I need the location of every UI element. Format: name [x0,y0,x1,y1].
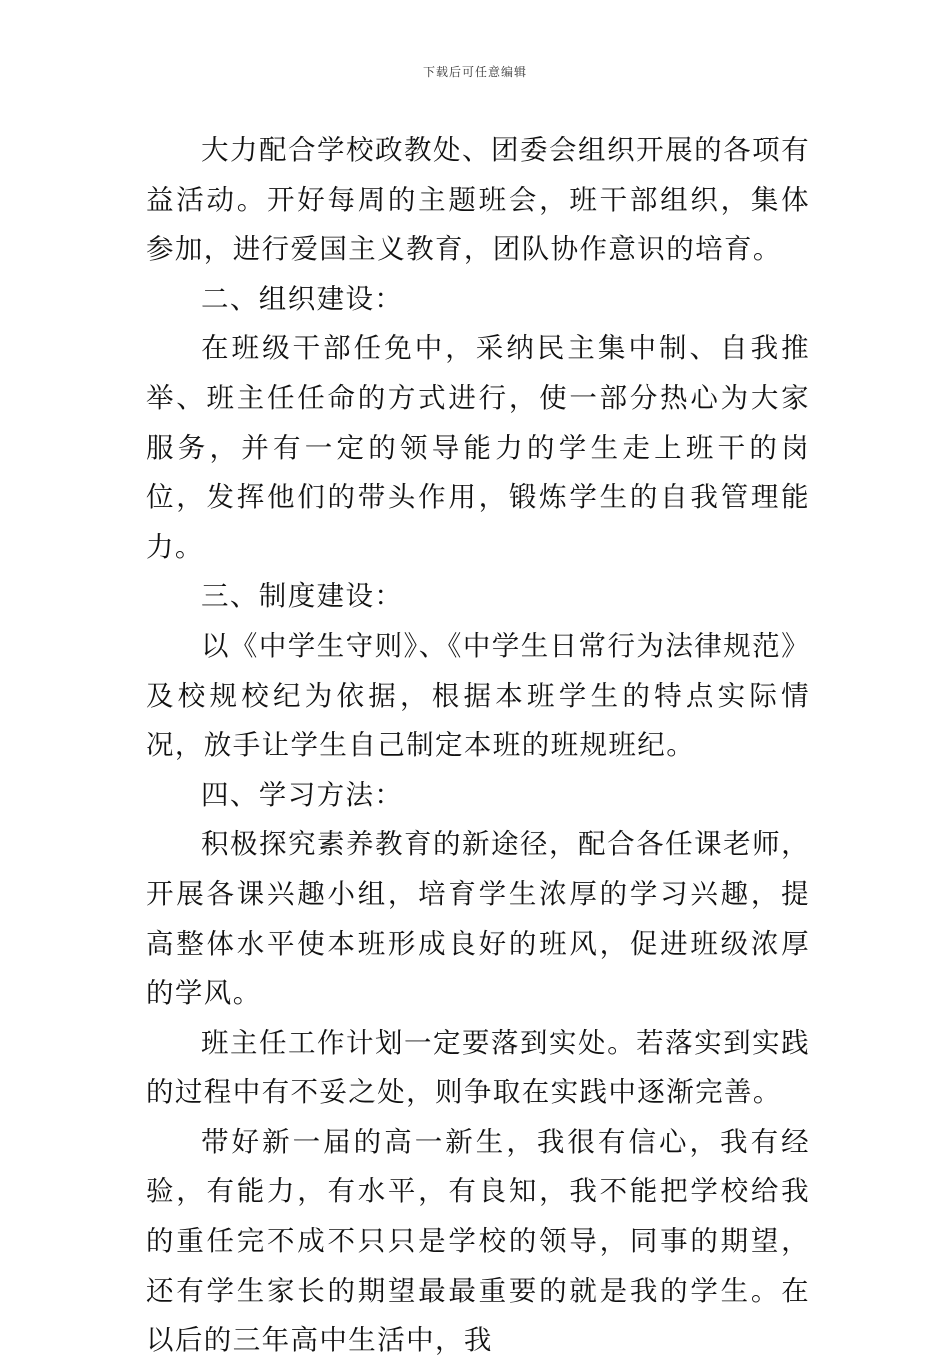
page-header: 下载后可任意编辑 [422,65,527,79]
paragraph-study-method: 积极探究素养教育的新途径，配合各任课老师，开展各课兴趣小组，培育学生浓厚的学习兴趣，提高整体水平使本班形成良好的班风，促进班级浓厚的学风。 [146,828,810,1010]
paragraph-organization: 在班级干部任免中，采纳民主集中制、自我推举、班主任任命的方式进行，使一部分热心为大家服务，并有一定的领导能力的学生走上班干的岗位，发挥他们的带头作用，锻炼学生的自我管理能力。 [146,332,810,563]
section-heading-organization: 二、组织建设： [201,282,404,315]
document-body [146,126,810,1366]
section-heading-system: 三、制度建设： [201,580,404,613]
section-heading-study-method: 四、学习方法： [201,778,404,811]
paragraph-confidence: 带好新一届的高一新生，我很有信心，我有经验，有能力，有水平，有良知，我不能把学校给我的重任完不成不只只是学校的领导，同事的期望，还有学生家长的期望最最重要的就是我的学生。在以后的三年高中生活中，我 [146,1125,810,1357]
paragraph-system: 以《中学生守则》、《中学生日常行为法律规范》及校规校纪为依据，根据本班学生的特点实际情况，放手让学生自己制定本班的班规班纪。 [146,629,810,762]
paragraph-implementation: 班主任工作计划一定要落到实处。若落实到实践的过程中有不妥之处，则争取在实践中逐渐完善。 [146,1026,810,1109]
paragraph-activities: 大力配合学校政教处、团委会组织开展的各项有益活动。开好每周的主题班会，班干部组织，集体参加，进行爱国主义教育，团队协作意识的培育。 [146,134,810,266]
